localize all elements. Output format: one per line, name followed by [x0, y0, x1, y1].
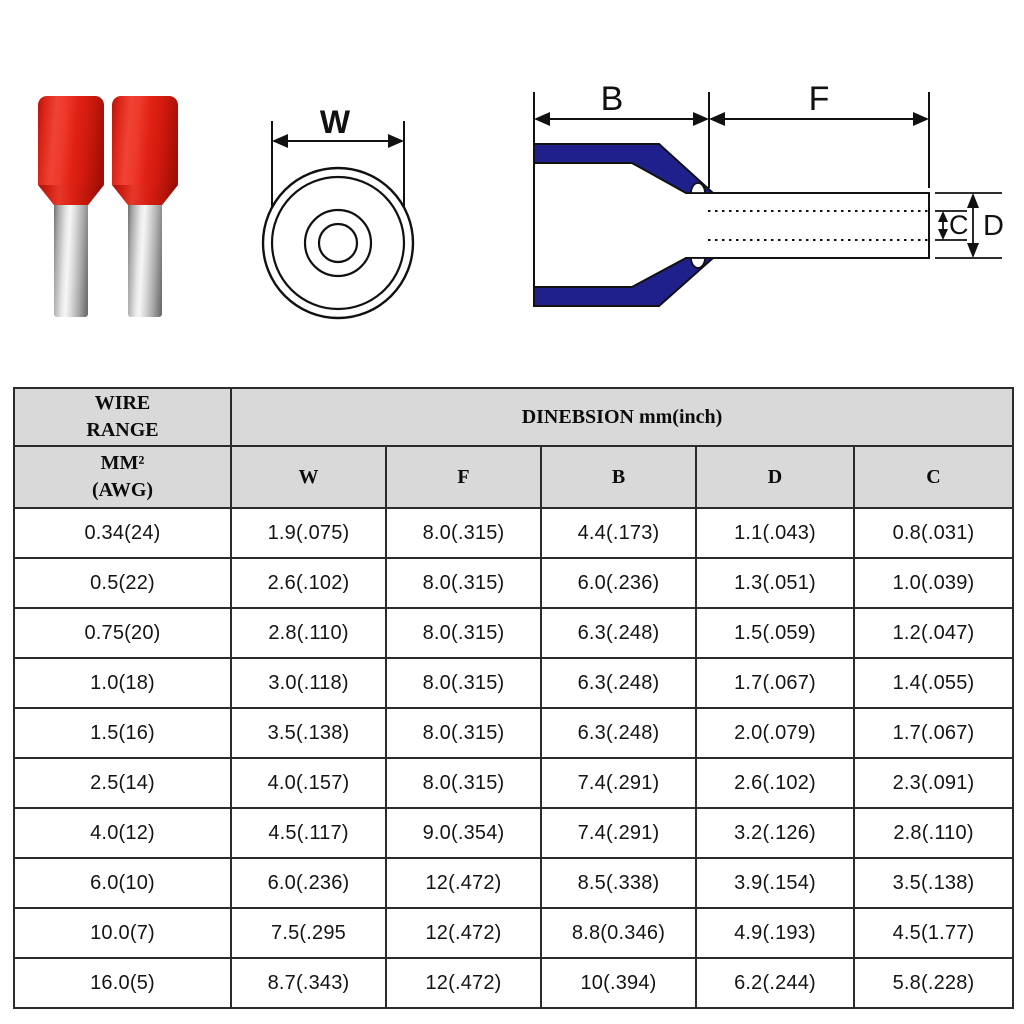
- wire-range-header: [14, 388, 231, 446]
- barrel-lip-bottom: [691, 258, 705, 268]
- wire-unit-line1: MM²: [100, 452, 145, 474]
- table-cell-b: 6.3(.248): [541, 708, 696, 758]
- table-row: [14, 808, 1013, 858]
- w-dimension-label: W: [319, 104, 351, 140]
- wire-unit-line2: (AWG): [91, 479, 154, 501]
- table-cell-d: 2.0(.079): [696, 708, 854, 758]
- table-cell-d: 4.9(.193): [696, 908, 854, 958]
- table-cell-d: 3.9(.154): [696, 858, 854, 908]
- table-cell-c: 2.3(.091): [854, 758, 1013, 808]
- f-dimension-label: F: [808, 80, 830, 118]
- wire-unit-header: [14, 446, 231, 508]
- arrowhead-up: [938, 211, 948, 222]
- header-row-1: [14, 388, 1013, 446]
- header-row-2: [14, 446, 1013, 508]
- column-header-d: D: [696, 446, 854, 508]
- table-cell-wire-range: 4.0(12): [14, 808, 231, 858]
- table-cell-f: 8.0(.315): [386, 558, 541, 608]
- table-cell-b: 6.0(.236): [541, 558, 696, 608]
- table-cell-c: 1.7(.067): [854, 708, 1013, 758]
- arrowhead-down: [967, 243, 979, 258]
- ferrule-cap: [112, 96, 178, 186]
- table-cell-wire-range: 10.0(7): [14, 908, 231, 958]
- ferrule-cap: [38, 96, 104, 186]
- table-row: [14, 858, 1013, 908]
- barrel-lip-top: [691, 183, 705, 193]
- front-view-diagram: [250, 88, 430, 328]
- table-cell-wire-range: 2.5(14): [14, 758, 231, 808]
- table-cell-w: 2.8(.110): [231, 608, 386, 658]
- table-row: [14, 558, 1013, 608]
- wire-range-line2: RANGE: [86, 419, 159, 441]
- table-cell-w: 3.5(.138): [231, 708, 386, 758]
- table-cell-b: 4.4(.173): [541, 508, 696, 558]
- ferrule-taper: [38, 185, 104, 205]
- table-cell-w: 3.0(.118): [231, 658, 386, 708]
- table-cell-c: 2.8(.110): [854, 808, 1013, 858]
- table-cell-wire-range: 16.0(5): [14, 958, 231, 1008]
- table-cell-c: 5.8(.228): [854, 958, 1013, 1008]
- table-cell-f: 12(.472): [386, 908, 541, 958]
- arrowhead-up: [967, 193, 979, 208]
- collar-bottom-band: [534, 258, 713, 306]
- column-header-f: F: [386, 446, 541, 508]
- spec-table: [13, 387, 1014, 1009]
- table-cell-w: 1.9(.075): [231, 508, 386, 558]
- table-cell-w: 8.7(.343): [231, 958, 386, 1008]
- table-cell-w: 4.5(.117): [231, 808, 386, 858]
- table-row: [14, 658, 1013, 708]
- table-cell-b: 6.3(.248): [541, 658, 696, 708]
- table-cell-f: 12(.472): [386, 858, 541, 908]
- arrowhead-right: [693, 112, 709, 126]
- table-cell-c: 1.2(.047): [854, 608, 1013, 658]
- table-cell-d: 1.1(.043): [696, 508, 854, 558]
- ferrule-barrel: [54, 204, 88, 317]
- table-cell-wire-range: 1.5(16): [14, 708, 231, 758]
- table-cell-f: 9.0(.354): [386, 808, 541, 858]
- table-cell-d: 3.2(.126): [696, 808, 854, 858]
- table-cell-d: 2.6(.102): [696, 758, 854, 808]
- table-cell-wire-range: 0.5(22): [14, 558, 231, 608]
- table-cell-w: 6.0(.236): [231, 858, 386, 908]
- table-cell-b: 6.3(.248): [541, 608, 696, 658]
- ferrule-barrel: [128, 204, 162, 317]
- table-row: [14, 908, 1013, 958]
- table-cell-d: 1.7(.067): [696, 658, 854, 708]
- barrel-outline: [701, 193, 929, 258]
- arrowhead-left: [534, 112, 550, 126]
- table-cell-c: 1.0(.039): [854, 558, 1013, 608]
- table-cell-d: 6.2(.244): [696, 958, 854, 1008]
- spec-table-header: [14, 388, 1013, 508]
- arrowhead-left: [272, 134, 288, 148]
- dimension-title-header: DINEBSION mm(inch): [231, 388, 1013, 446]
- table-cell-c: 3.5(.138): [854, 858, 1013, 908]
- table-cell-c: 0.8(.031): [854, 508, 1013, 558]
- column-header-b: B: [541, 446, 696, 508]
- table-cell-c: 4.5(1.77): [854, 908, 1013, 958]
- table-row: [14, 708, 1013, 758]
- ferrule-taper: [112, 185, 178, 205]
- table-cell-d: 1.5(.059): [696, 608, 854, 658]
- table-cell-w: 4.0(.157): [231, 758, 386, 808]
- table-cell-f: 8.0(.315): [386, 708, 541, 758]
- collar-top-band: [534, 144, 713, 193]
- table-cell-b: 8.5(.338): [541, 858, 696, 908]
- table-cell-wire-range: 1.0(18): [14, 658, 231, 708]
- table-cell-c: 1.4(.055): [854, 658, 1013, 708]
- arrowhead-right: [913, 112, 929, 126]
- table-cell-wire-range: 6.0(10): [14, 858, 231, 908]
- table-cell-wire-range: 0.34(24): [14, 508, 231, 558]
- column-header-c: C: [854, 446, 1013, 508]
- table-row: [14, 508, 1013, 558]
- d-dimension-label: D: [983, 210, 1004, 242]
- table-cell-wire-range: 0.75(20): [14, 608, 231, 658]
- table-cell-b: 10(.394): [541, 958, 696, 1008]
- side-view-diagram: [515, 80, 1024, 320]
- spec-table-body: [14, 508, 1013, 1008]
- table-row: [14, 958, 1013, 1008]
- b-dimension-label: B: [600, 80, 624, 118]
- table-cell-f: 8.0(.315): [386, 658, 541, 708]
- wire-range-line1: WIRE: [94, 392, 151, 414]
- table-cell-w: 2.6(.102): [231, 558, 386, 608]
- arrowhead-right: [388, 134, 404, 148]
- table-cell-w: 7.5(.295: [231, 908, 386, 958]
- ferrule-image-left: [38, 96, 104, 317]
- table-cell-d: 1.3(.051): [696, 558, 854, 608]
- c-dimension-label: C: [949, 210, 969, 240]
- table-cell-b: 8.8(0.346): [541, 908, 696, 958]
- table-cell-f: 8.0(.315): [386, 608, 541, 658]
- table-cell-b: 7.4(.291): [541, 808, 696, 858]
- outer-flange-circle: [263, 168, 413, 318]
- table-cell-b: 7.4(.291): [541, 758, 696, 808]
- table-cell-f: 8.0(.315): [386, 508, 541, 558]
- arrowhead-left: [709, 112, 725, 126]
- table-cell-f: 8.0(.315): [386, 758, 541, 808]
- ferrule-image-right: [112, 96, 178, 317]
- arrowhead-down: [938, 229, 948, 240]
- table-cell-f: 12(.472): [386, 958, 541, 1008]
- column-header-w: W: [231, 446, 386, 508]
- table-row: [14, 608, 1013, 658]
- table-row: [14, 758, 1013, 808]
